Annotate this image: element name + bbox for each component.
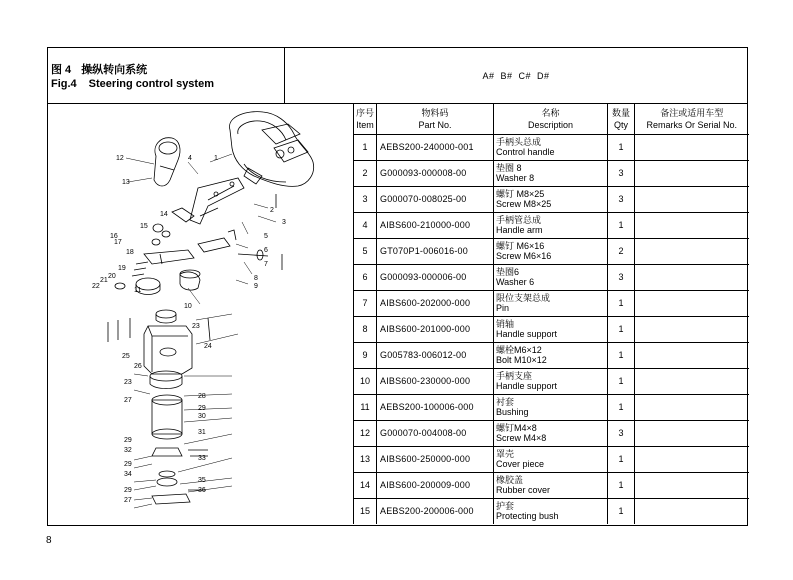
cell-qty: 1 [608, 342, 635, 368]
cell-qty: 1 [608, 472, 635, 498]
page-number: 8 [46, 535, 52, 546]
callout-29b: 29 [124, 437, 132, 444]
table-row [354, 420, 749, 446]
cell-item: 14 [354, 472, 377, 498]
callout-8: 8 [254, 275, 258, 282]
table-row [354, 264, 749, 290]
cell-qty: 3 [608, 420, 635, 446]
model-list: A# B# C# D# [482, 71, 550, 81]
cell-item: 4 [354, 212, 377, 238]
table-row [354, 316, 749, 342]
cell-part-no: G000093-000008-00 [377, 160, 494, 186]
callout-23a: 23 [192, 323, 200, 330]
callout-31: 31 [198, 429, 206, 436]
header-qty: 数量 Qty [608, 104, 635, 134]
cell-qty: 1 [608, 212, 635, 238]
callout-36: 36 [198, 487, 206, 494]
callout-5: 5 [264, 233, 268, 240]
cell-qty: 1 [608, 290, 635, 316]
cell-qty: 1 [608, 498, 635, 524]
callout-33: 33 [198, 455, 206, 462]
cell-part-no: G005783-006012-00 [377, 342, 494, 368]
table-header-row [354, 104, 749, 134]
cell-qty: 1 [608, 446, 635, 472]
table-row [354, 238, 749, 264]
callout-20: 20 [108, 273, 116, 280]
parts-page-frame [47, 47, 748, 526]
cell-qty: 1 [608, 316, 635, 342]
cell-part-no: AEBS200-240000-001 [377, 134, 494, 160]
cell-remarks [635, 420, 749, 446]
exploded-view-drawing [48, 104, 353, 527]
cell-remarks [635, 342, 749, 368]
cell-description: 销轴 Handle support [494, 316, 608, 342]
figure-title-en [51, 78, 214, 90]
cell-part-no: GT070P1-006016-00 [377, 238, 494, 264]
callout-25: 25 [122, 353, 130, 360]
rubber-cover-drawing [154, 138, 180, 186]
cell-part-no: AEBS200-200006-000 [377, 498, 494, 524]
cell-part-no: AIBS600-230000-000 [377, 368, 494, 394]
cell-part-no: G000093-000006-00 [377, 264, 494, 290]
cell-part-no: AIBS600-202000-000 [377, 290, 494, 316]
cell-remarks [635, 472, 749, 498]
cell-description: 护套 Protecting bush [494, 498, 608, 524]
cell-item: 5 [354, 238, 377, 264]
table-row [354, 342, 749, 368]
callout-15: 15 [140, 223, 148, 230]
callout-29a: 29 [198, 405, 206, 412]
cell-description: 手柄头总成 Control handle [494, 134, 608, 160]
cell-item: 9 [354, 342, 377, 368]
cell-item: 12 [354, 420, 377, 446]
cell-part-no: AIBS600-201000-000 [377, 316, 494, 342]
cell-qty: 1 [608, 394, 635, 420]
cell-part-no: AIBS600-210000-000 [377, 212, 494, 238]
callout-9: 9 [254, 283, 258, 290]
cell-remarks [635, 134, 749, 160]
table-row [354, 186, 749, 212]
control-handle-drawing [230, 112, 314, 187]
cell-part-no: AIBS600-250000-000 [377, 446, 494, 472]
callout-13: 13 [122, 179, 130, 186]
callout-10: 10 [184, 303, 192, 310]
cell-qty: 1 [608, 368, 635, 394]
cell-item: 1 [354, 134, 377, 160]
cell-remarks [635, 446, 749, 472]
cell-part-no: G000070-004008-00 [377, 420, 494, 446]
table-row [354, 446, 749, 472]
callout-19: 19 [118, 265, 126, 272]
cell-part-no: AEBS200-100006-000 [377, 394, 494, 420]
cell-remarks [635, 212, 749, 238]
callout-32: 32 [124, 447, 132, 454]
table-row [354, 368, 749, 394]
table-row [354, 134, 749, 160]
cell-item: 10 [354, 368, 377, 394]
cell-part-no: G000070-008025-00 [377, 186, 494, 212]
figure-title-block [48, 48, 285, 104]
callout-21: 21 [100, 277, 108, 284]
cell-description: 垫圈6 Washer 6 [494, 264, 608, 290]
callout-17: 17 [114, 239, 122, 246]
cell-item: 8 [354, 316, 377, 342]
cell-remarks [635, 238, 749, 264]
cell-item: 13 [354, 446, 377, 472]
callout-3: 3 [282, 219, 286, 226]
cell-description: 螺钉 M8×25 Screw M8×25 [494, 186, 608, 212]
cell-remarks [635, 498, 749, 524]
callout-35: 35 [198, 477, 206, 484]
cell-qty: 3 [608, 186, 635, 212]
fasteners-drawing [108, 194, 282, 490]
cell-item: 3 [354, 186, 377, 212]
callout-18: 18 [126, 249, 134, 256]
table-row [354, 498, 749, 524]
cell-item: 2 [354, 160, 377, 186]
header-description: 名称 Description [494, 104, 608, 134]
cell-remarks [635, 316, 749, 342]
callout-28: 28 [198, 393, 206, 400]
callout-16: 16 [110, 233, 118, 240]
cell-description: 衬套 Bushing [494, 394, 608, 420]
cell-remarks [635, 264, 749, 290]
figure-title-cn [51, 61, 147, 77]
table-row [354, 212, 749, 238]
callout-27a: 27 [124, 397, 132, 404]
cell-item: 11 [354, 394, 377, 420]
cell-description: 橡胶盖 Rubber cover [494, 472, 608, 498]
callout-23b: 23 [124, 379, 132, 386]
cell-description: 限位支架总成 Pin [494, 290, 608, 316]
callout-24: 24 [204, 343, 212, 350]
cell-description: 螺钉 M6×16 Screw M6×16 [494, 238, 608, 264]
cell-remarks [635, 368, 749, 394]
header-remarks: 备注或适用车型 Remarks Or Serial No. [635, 104, 749, 134]
header-part-no: 物料码 Part No. [377, 104, 494, 134]
table-row [354, 394, 749, 420]
handle-support-column-drawing [144, 310, 192, 504]
cell-description: 手柄支座 Handle support [494, 368, 608, 394]
cell-qty: 2 [608, 238, 635, 264]
cell-part-no: AIBS600-200009-000 [377, 472, 494, 498]
cell-description: 罩壳 Cover piece [494, 446, 608, 472]
cell-remarks [635, 160, 749, 186]
callout-27b: 27 [124, 497, 132, 504]
callout-11: 11 [134, 287, 142, 294]
handle-arm-drawing [190, 178, 244, 224]
cell-description: 垫圈 8 Washer 8 [494, 160, 608, 186]
model-applicability-block [285, 48, 747, 104]
callout-12: 12 [116, 155, 124, 162]
cell-item: 15 [354, 498, 377, 524]
callout-34: 34 [124, 471, 132, 478]
cell-qty: 3 [608, 264, 635, 290]
callout-29c: 29 [124, 461, 132, 468]
cell-description: 螺钉M4×8 Screw M4×8 [494, 420, 608, 446]
figure-label-en: Fig.4 [51, 78, 77, 90]
cell-item: 7 [354, 290, 377, 316]
callout-22: 22 [92, 283, 100, 290]
cell-remarks [635, 186, 749, 212]
cell-remarks [635, 290, 749, 316]
callout-30: 30 [198, 413, 206, 420]
figure-name-en: Steering control system [88, 78, 214, 90]
callout-1: 1 [214, 155, 218, 162]
callout-6: 6 [264, 247, 268, 254]
figure-label-cn: 图 4 [51, 64, 72, 76]
callout-4: 4 [188, 155, 192, 162]
cell-qty: 3 [608, 160, 635, 186]
callout-7: 7 [264, 261, 268, 268]
table-row [354, 290, 749, 316]
cell-description: 手柄管总成 Handle arm [494, 212, 608, 238]
cell-item: 6 [354, 264, 377, 290]
header-item: 序号 Item [354, 104, 377, 134]
figure-name-cn: 操纵转向系统 [81, 64, 148, 76]
table-row [354, 472, 749, 498]
parts-list-table [353, 104, 749, 524]
callout-26: 26 [134, 363, 142, 370]
cell-remarks [635, 394, 749, 420]
table-row [354, 160, 749, 186]
callout-29d: 29 [124, 487, 132, 494]
callout-2: 2 [270, 207, 274, 214]
cell-qty: 1 [608, 134, 635, 160]
callout-14: 14 [160, 211, 168, 218]
cell-description: 螺栓M6×12 Bolt M10×12 [494, 342, 608, 368]
